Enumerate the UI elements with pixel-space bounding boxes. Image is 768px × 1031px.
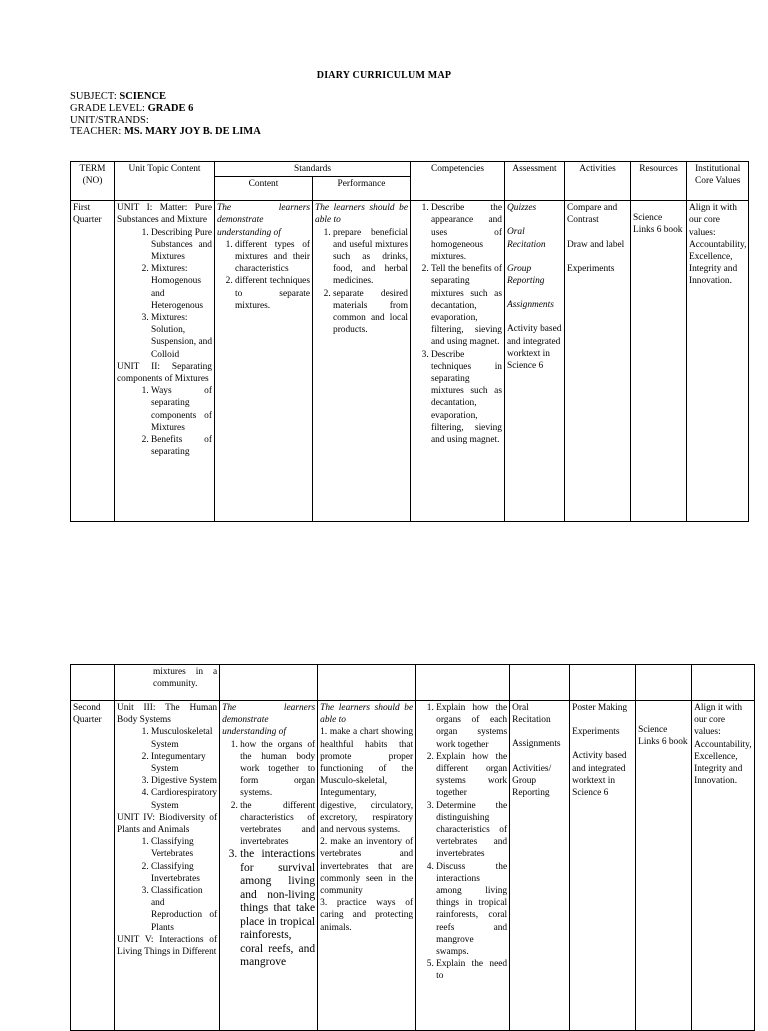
q2-content-standard: The learners demonstrate understanding of 1. how the organs of the human body work together to form organ systems. 2. the different characteristics of vertebrates and invertebrates 3. the interactions for survival among living and non-living things that take place in tropical rainforests, coral reefs, and mangrove — [220, 701, 318, 1031]
unit-line: UNIT/STRANDS: — [70, 114, 149, 126]
q1-core-values: Align it with our core values: Accountability, Excellence, Integrity and Innovation. — [687, 201, 749, 522]
q2-activities: Poster Making Experiments Activity based and integrated worktext in Science 6 — [570, 701, 636, 1031]
q1-performance-standard: The learners should be able to 1. prepare beneficial and useful mixtures such as drinks, food, and herbal medicines. 2. separate desired materials from common and local products. — [313, 201, 411, 522]
q1-content-standard: The learners demonstrate understanding of 1. different types of mixtures and their characteristics 2. different techniques to separate mixtures. — [215, 201, 313, 522]
header-activities: Activities — [565, 162, 631, 201]
q1-activities: Compare and Contrast Draw and label Experiments — [565, 201, 631, 522]
header-standards: Standards — [215, 162, 411, 177]
q2-core-values: Align it with our core values: Accountability, Excellence, Integrity and Innovation. — [692, 701, 754, 1031]
q1-term: First Quarter — [71, 201, 115, 522]
header-unit-topic: Unit Topic Content — [115, 162, 215, 201]
q2-term: Second Quarter — [71, 701, 115, 1031]
q1-assessment: Quizzes Oral Recitation Group Reporting Assignments Activity based and integrated worktext in Science 6 — [505, 201, 565, 522]
continued-unit-topic: mixtures in a community. — [115, 665, 220, 701]
subject-line: SUBJECT: SCIENCE — [70, 91, 167, 102]
header-term: TERM (NO) — [71, 162, 115, 201]
header-content: Content — [215, 177, 313, 201]
header-performance: Performance — [313, 177, 411, 201]
q1-unit-topic: UNIT I: Matter: Pure Substances and Mixture 1. Describing Pure Substances and Mixtures 2. Mixtures: Homogenous and Heterogenous 3. Mixtures: Solution, Suspension, and Colloid UNIT II: Separating components of Mixtures 1. Ways of separating components of Mixtures 2. Benefits of separating — [115, 201, 215, 522]
document-title: DIARY CURRICULUM MAP — [316, 70, 452, 81]
q2-unit-topic: Unit III: The Human Body Systems 1. Musculoskeletal System 2. Integumentary System 3. Digestive System 4. Cardiorespiratory System UNIT IV: Biodiversity of Plants and Animals 1. Classifying Vertebrates 2. Classifying Invertebrates 3. Classification and Reproduction of Plants UNIT V: Interactions of Living Things in Different — [115, 701, 220, 1031]
header-assessment: Assessment — [505, 162, 565, 201]
grade-line: GRADE LEVEL: GRADE 6 — [70, 102, 194, 114]
q2-resources: Science Links 6 book — [636, 701, 692, 1031]
q1-competencies: 1. Describe the appearance and uses of homogeneous mixtures. 2. Tell the benefits of separating mixtures such as decantation, evaporation, filtering, sieving and using magnet. 3. Describe techniques in separating mixtures such as decantation, evaporation, filtering, sieving and using magnet. — [411, 201, 505, 522]
header-info — [70, 91, 261, 138]
header-core-values: Institutional Core Values — [687, 162, 749, 201]
header-competencies: Competencies — [411, 162, 505, 201]
q2-assessment: Oral Recitation Assignments Activities/ Group Reporting — [510, 701, 570, 1031]
header-resources: Resources — [631, 162, 687, 201]
q1-resources: Science Links 6 book — [631, 201, 687, 522]
q2-performance-standard: The learners should be able to 1. make a chart showing healthful habits that promote proper functioning of the Musculo-skeletal, Integumentary, digestive, circulatory, excretory, respiratory and nervous systems. 2. make an inventory of vertebrates and invertebrates that are commonly seen in the community 3. practice ways of caring and protecting animals. — [318, 701, 416, 1031]
teacher-line: TEACHER: MS. MARY JOY B. DE LIMA — [70, 126, 261, 138]
curriculum-table-1 — [70, 161, 749, 522]
q2-competencies: 1. Explain how the organs of each organ systems work together 2. Explain how the different organ systems work together 3. Determine the distinguishing characteristics of vertebrates and invertebrates 4. Discuss the interactions among living things in tropical rainforests, coral reefs and mangrove swamps. 5. Explain the need to — [416, 701, 510, 1031]
curriculum-table-2 — [70, 664, 755, 1031]
